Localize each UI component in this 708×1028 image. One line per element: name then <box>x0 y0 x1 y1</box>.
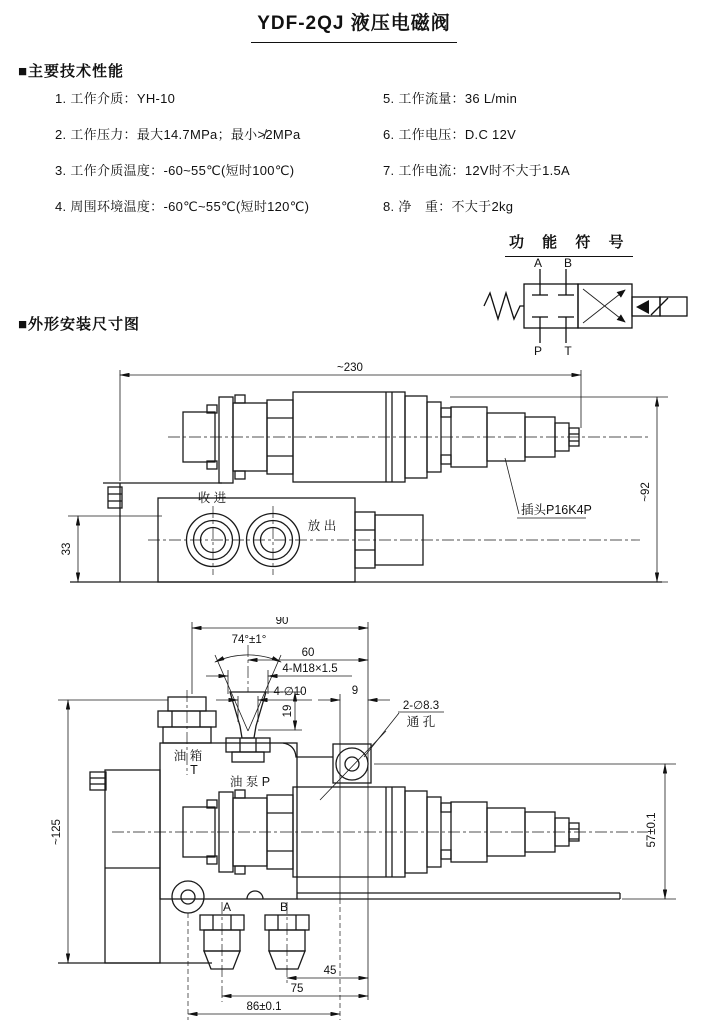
spec-item: 2. 工作压力：最大14.7MPa；最小≯2MPa <box>55 127 301 142</box>
spec-item: 8. 净 重：不大于2kg <box>383 199 514 214</box>
spec-item: 1. 工作介质：YH-10 <box>55 91 176 106</box>
top-view-body <box>58 731 620 963</box>
dim-86-text: 86±0.1 <box>246 1001 282 1013</box>
dimension-75 <box>222 983 368 996</box>
valve-body-symbol <box>524 269 632 343</box>
dim-hole10-text: 4-∅10 <box>273 686 307 698</box>
top-view-solenoid-assembly <box>112 787 648 877</box>
dimension-86 <box>188 1001 340 1014</box>
page-title: YDF-2QJ 液压电磁阀 <box>251 8 457 43</box>
dimension-hole83 <box>364 700 444 757</box>
tank-label: 油 箱 <box>173 749 203 763</box>
function-symbol-heading: 功 能 符 号 <box>505 231 633 257</box>
port-a-label: A <box>533 256 543 270</box>
dimension-9 <box>318 685 390 700</box>
top-view-pump-port <box>226 645 270 762</box>
dim-57-text: 57±0.1 <box>646 812 658 848</box>
through-hole-text: 通 孔 <box>406 715 436 729</box>
dim-92-text: ~92 <box>640 482 652 502</box>
dimension-92 <box>450 397 668 582</box>
tank-port-label: T <box>190 763 198 777</box>
dim-90-text: 90 <box>275 617 289 627</box>
pump-label: 油 泵 P <box>229 775 271 789</box>
side-view-manifold <box>70 483 662 582</box>
function-symbol-diagram <box>478 256 700 358</box>
retract-port-label: 收 进 <box>197 491 227 505</box>
side-view-solenoid-assembly <box>183 392 579 483</box>
solenoid-symbol <box>632 297 687 316</box>
dim-thread-text: 4-M18×1.5 <box>282 663 338 675</box>
dim-9-text: 9 <box>351 685 359 697</box>
port-p-label: P <box>533 344 543 358</box>
dimension-33 <box>61 516 162 582</box>
spec-item: 3. 工作介质温度：-60~55℃(短时100℃) <box>55 163 295 178</box>
spec-item: 6. 工作电压：D.C 12V <box>383 127 517 142</box>
spec-item: 4. 周围环境温度：-60℃~55℃(短时120℃) <box>55 199 310 214</box>
top-view-drawing-svg <box>0 617 708 1028</box>
specs-heading: ■主要技术性能 <box>18 63 125 80</box>
dim-hole83-text: 2-∅8.3 <box>402 700 440 712</box>
dimension-60 <box>248 647 368 660</box>
dimension-230 <box>120 362 581 481</box>
dim-33-text: 33 <box>61 542 73 556</box>
port-b-mark: B <box>279 900 289 914</box>
dimension-125 <box>51 700 168 963</box>
dim-74-text: 74°±1° <box>231 634 267 646</box>
dim-19-text: 19 <box>282 704 294 718</box>
plug-callout <box>505 458 592 518</box>
release-port-label: 放 出 <box>307 519 337 533</box>
dim-45-text: 45 <box>323 965 337 977</box>
dimension-90 <box>192 617 368 694</box>
dimension-drawing-heading: ■外形安装尺寸图 <box>18 316 141 333</box>
title-row <box>0 8 708 43</box>
spec-item: 7. 工作电流：12V时不大于1.5A <box>383 163 571 178</box>
spring-symbol <box>484 293 524 319</box>
dim-230-text: ~230 <box>337 362 363 374</box>
port-b-label: B <box>563 256 573 270</box>
dim-75-text: 75 <box>290 983 304 995</box>
dim-125-text: ~125 <box>51 819 63 845</box>
plug-label-text: 插头P16K4P <box>521 503 592 517</box>
port-a-mark: A <box>222 900 232 914</box>
spec-item: 5. 工作流量：36 L/min <box>383 91 518 106</box>
dim-60-text: 60 <box>301 647 315 659</box>
port-t-label: T <box>564 344 572 358</box>
side-view-drawing-svg <box>0 353 708 617</box>
